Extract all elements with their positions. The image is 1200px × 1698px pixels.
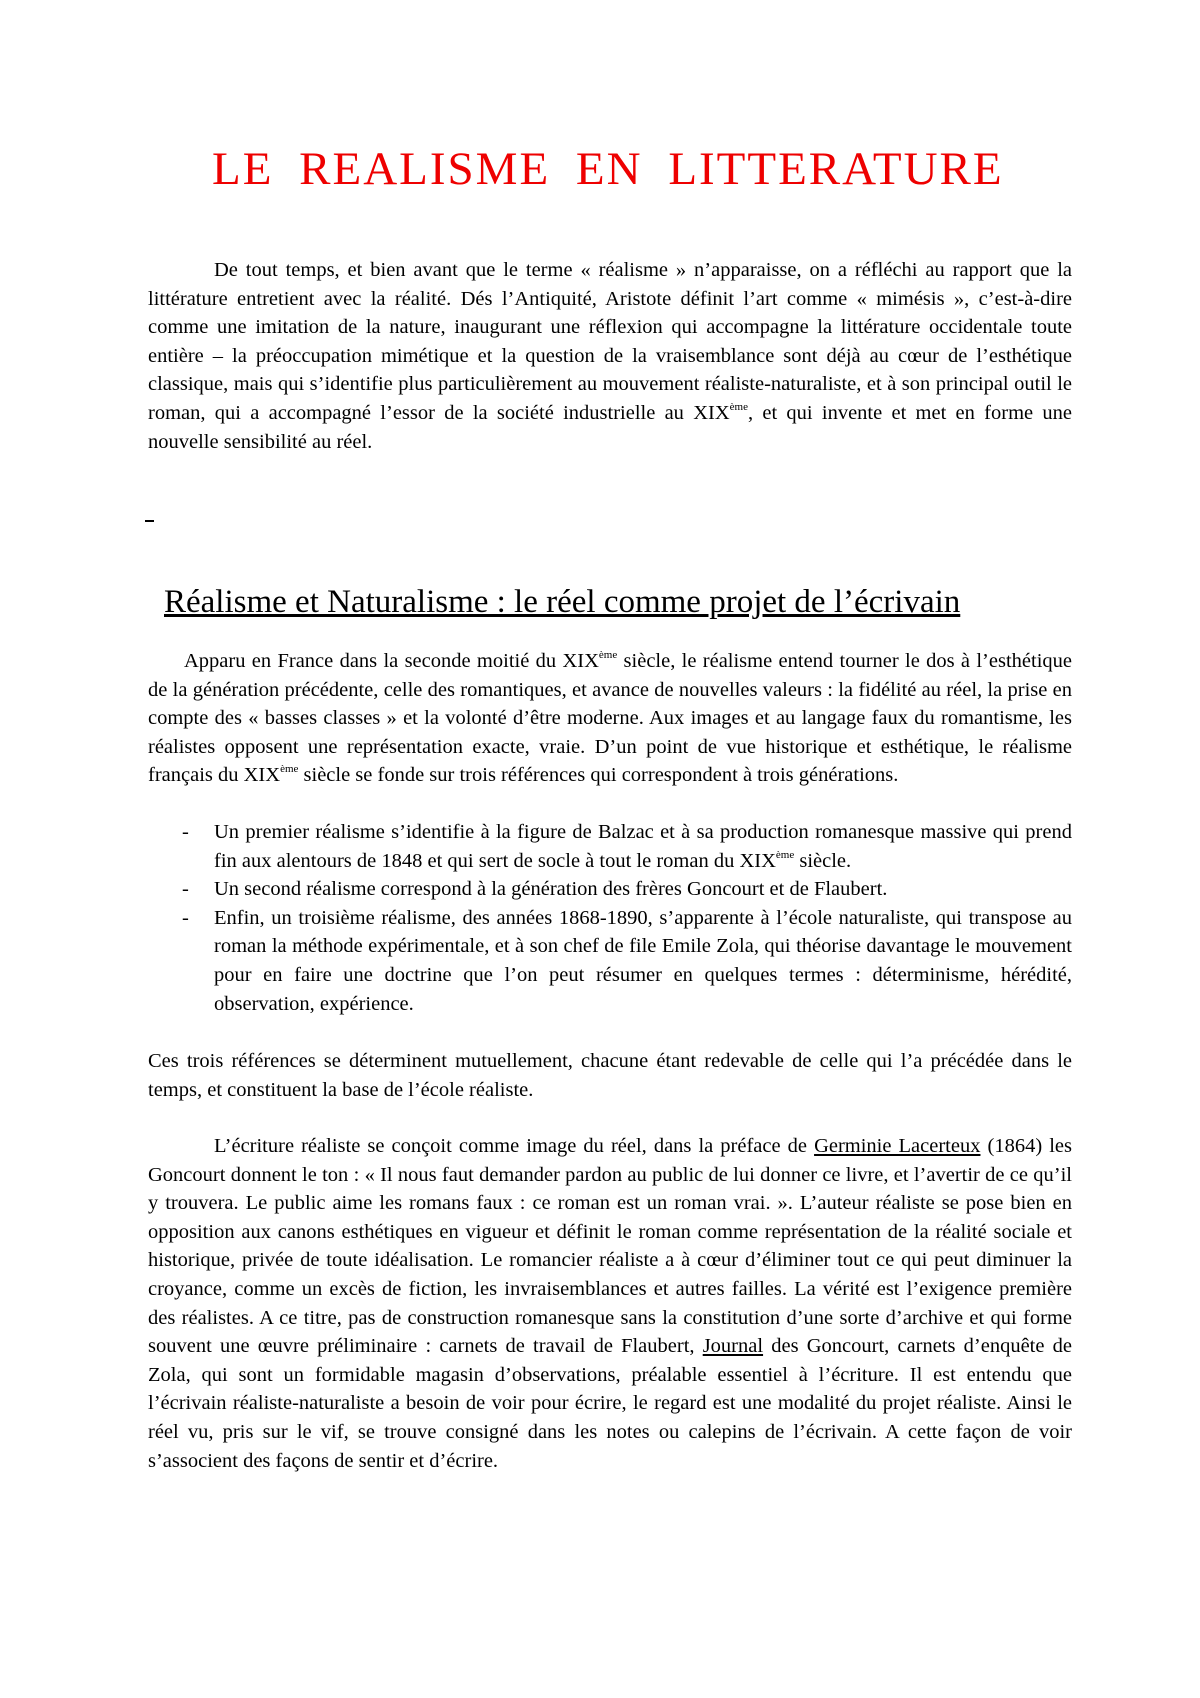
list-bullet: - [182,878,189,901]
list-item [148,818,1072,875]
section-title: Réalisme et Naturalisme : le réel comme projet de l’écrivain [164,584,961,620]
conclusion-paragraph: Ces trois références se déterminent mutuellement, chacune étant redevable de celle qui l’a précédée dans le temps, et constituent la base de l’école réaliste. [148,1050,1072,1101]
paragraph-text-2: (1864) les Goncourt donnent le ton : « Il nous faut demander pardon au public de lui donner ce livre, et l’avertir de ce qu’il y trouvera. Le public aime les romans faux : ce roman est un roman vrai. ». L’auteur réaliste se pose bien en opposition aux canons esthétiques en vigueur et définit le roman comme représentation de la réalité sociale et historique, privée de toute idéalisation. Le romancier réaliste a à cœur d’éliminer tout ce qui peut diminuer la croyance, comme un excès de fiction, les invraisemblances et autres failles. La vérité est l’exigence première des réalistes. A ce titre, pas de construction romanesque sans la constitution d’une sorte d’archive et qui forme souvent une œuvre préliminaire : carnets de travail de Flaubert, [148,1135,1072,1358]
list-bullet: - [182,906,189,929]
list-item-text: Enfin, un troisième réalisme, des années 1868-1890, s’apparente à l’école naturaliste, qui transpose au roman la méthode expérimentale, et à son chef de file Emile Zola, qui théorise davantage le mouvement pour en faire une doctrine que l’on peut résumer en quelques termes : déterminisme, hérédité, observation, expérience. [214,906,1072,1015]
intro-text-1: De tout temps, et bien avant que le terme « réalisme » n’apparaisse, on a réfléchi au rapport que la littérature entretient avec la réalité. Dés l’Antiquité, Aristote définit l’art comme « mimésis », c’est-à-dire comme une imitation de la nature, inaugurant une réflexion qui accompagne la littérature occidentale toute entière – la préoccupation mimétique et la question de la vraisemblance sont déjà au cœur de l’esthétique classique, mais qui s’identifie plus particulièrement au mouvement réaliste-naturaliste, et à son principal outil le roman, qui a accompagné l’essor de la société industrielle au XIX [148,259,1072,424]
list-item [148,875,1072,904]
book-title-journal: Journal [702,1335,764,1358]
dash-mark [145,520,154,522]
intro-paragraph [148,256,1072,456]
paragraph-text-3: des Goncourt, carnets d’enquête de Zola, qui sont un formidable magasin d’observations, préalable essentiel à l’écriture. Il est entendu que l’écrivain réaliste-naturaliste a besoin de voir pour écrire, le regard est une modalité du projet réaliste. Ainsi le réel vu, pris sur le vif, se trouve consigné dans les notes ou calepins de l’écrivain. A cette façon de voir s’associent des façons de sentir et d’écrire. [148,1335,1072,1472]
list-item-text: Un second réalisme correspond à la génération des frères Goncourt et de Flaubert. [214,878,888,901]
intro-superscript: ème [729,400,748,413]
section-intro-superscript-1: ème [598,649,618,661]
section-intro-text-2: siècle, le réalisme entend tourner le dos à l’esthétique de la génération précédente, celle des romantiques, et avance de nouvelles valeurs : la fidélité au réel, la prise en compte des « basses classes » et la volonté d’être moderne. Aux images et au langage faux du romantisme, les réalistes opposent une représentation exacte, vraie. D’un point de vue historique et esthétique, le réalisme français du XIX [148,650,1072,787]
book-title-germinie-lacerteux: Germinie Lacerteux [814,1135,981,1157]
generations-list [148,818,1072,1018]
realist-writing-paragraph [148,1132,1072,1475]
list-item-text: Un premier réalisme s’identifie à la figure de Balzac et à sa production romanesque massive qui prend fin aux alentours de 1848 et qui sert de socle à tout le roman du XIX [214,821,1072,872]
section-intro-text-1: Apparu en France dans la seconde moitié du XIX [184,650,599,672]
list-item-superscript: ème [775,848,795,861]
list-item [148,904,1072,1018]
section-intro-superscript-2: ème [280,763,299,776]
section-intro-paragraph [148,647,1072,790]
page-title: LE REALISME EN LITTERATURE [212,143,1004,195]
list-bullet: - [182,821,189,843]
section-intro-text-3: siècle se fonde sur trois références qui correspondent à trois générations. [298,764,899,787]
intro-text-2: , et qui invente et met en forme une nouvelle sensibilité au réel. [148,401,1072,453]
paragraph-text-1: L’écriture réaliste se conçoit comme image du réel, dans la préface de [214,1135,815,1157]
list-item-text-end: siècle. [794,849,852,872]
